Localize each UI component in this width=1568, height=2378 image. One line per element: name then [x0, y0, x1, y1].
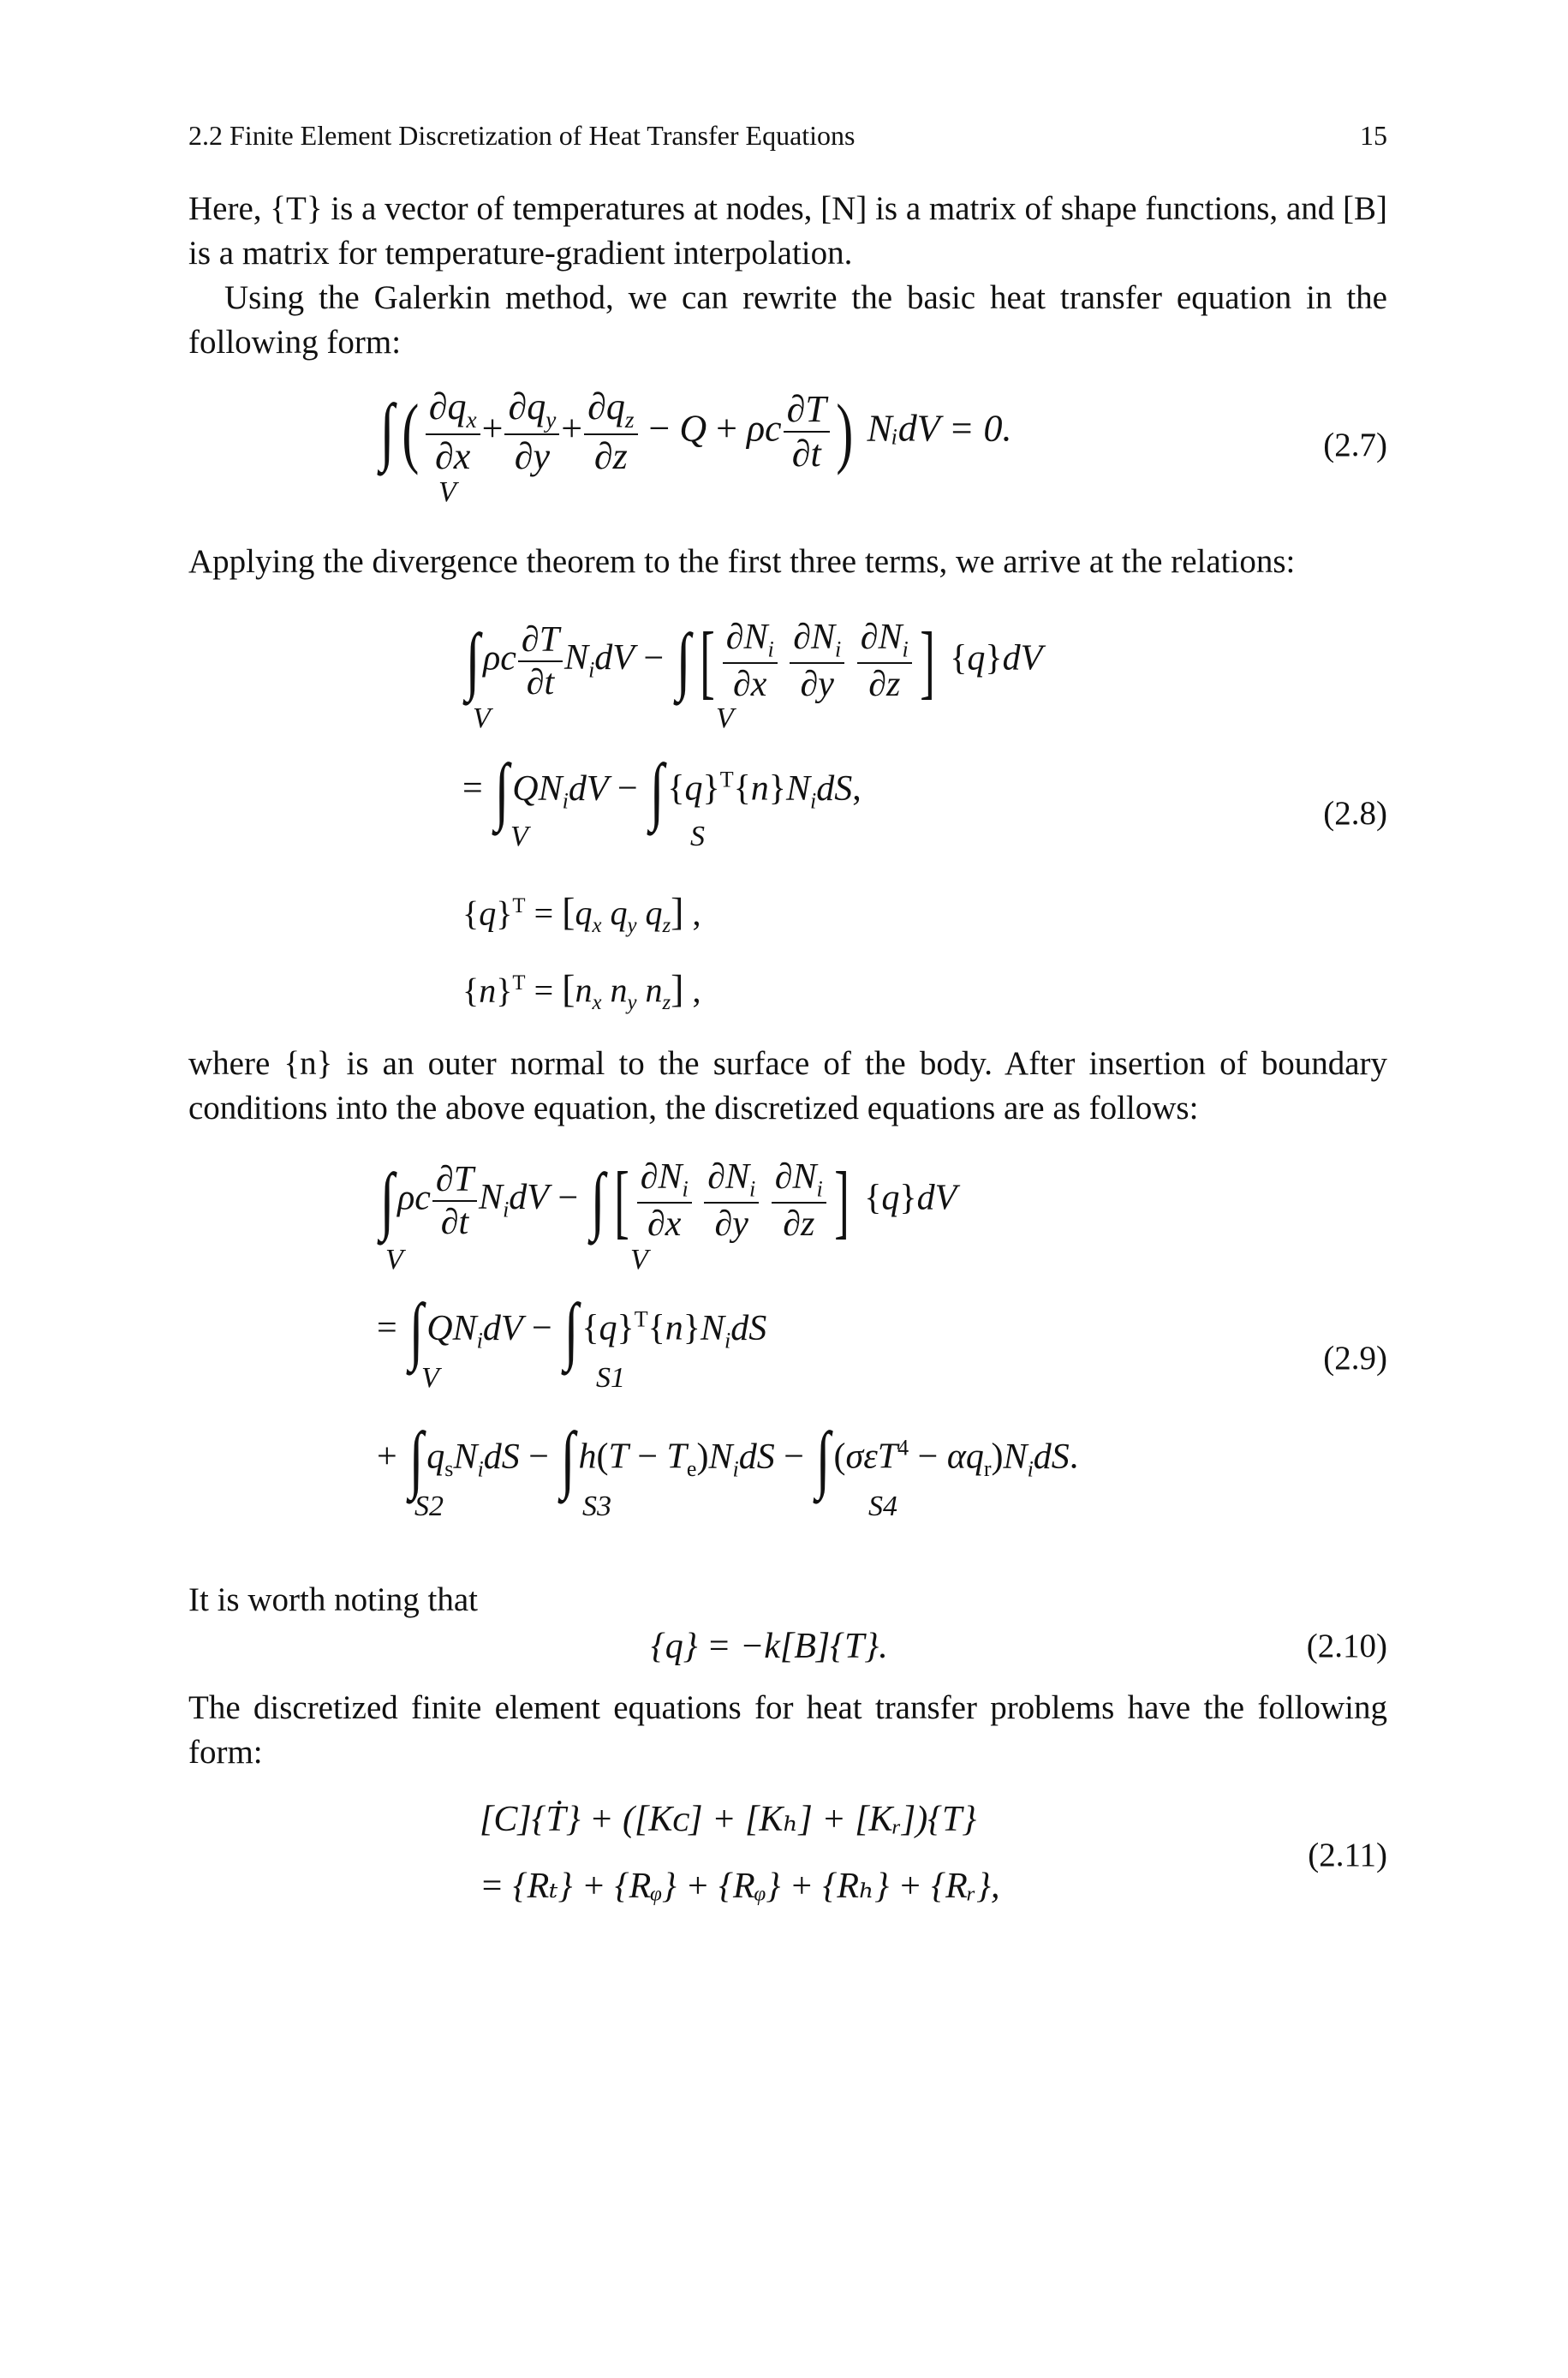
equation-number-2-7: (2.7) — [1323, 427, 1387, 463]
eq-2-8-limit-v3: V — [510, 821, 528, 852]
equation-number-2-8: (2.8) — [1323, 795, 1387, 832]
paragraph-discretized: The discretized finite element equations for heat transfer problems have the following form: — [188, 1689, 1387, 1771]
equation-2-10 — [651, 1622, 1165, 1674]
eq-2-11-line2: = {Rₜ} + {Rᵩ} + {Rᵩ} + {Rₕ} + {Rᵣ}, — [480, 1867, 1000, 1906]
eq-2-9-limit-s2: S2 — [414, 1491, 444, 1522]
page-number: 15 — [1360, 120, 1387, 151]
eq-2-8-limit-v1: V — [473, 702, 491, 734]
running-head-title: 2.2 Finite Element Discretization of Heat Transfer Equations — [188, 120, 856, 151]
eq-2-11-line1: [C]{Ṫ} + ([Kᴄ] + [Kₕ] + [Kᵣ]){T} — [480, 1800, 977, 1839]
equation-number-2-9: (2.9) — [1323, 1340, 1387, 1377]
equation-2-8: ∫ρc $\frac{\partial T}{\partial t}$ $N_idV$ − ∫ [ $\frac{\partial N_i}{\partial x}$ $\frac{\partial N_i}{\partial y}$ $\frac{\partial N_i}{\partial z}$ ] {q}dV V V = $\int QN_idV - \int\{q\}^T\{n\}N_idS$, V S $\{q\}^T = [q_x$ $q_y$ $q_z$] , $\{n\}^T = [n_x$ $n_y$ $n_z$] , — [462, 614, 1043, 1015]
eq-2-8-limit-v2: V — [716, 702, 734, 734]
eq-2-9-limit-v1: V — [385, 1244, 403, 1276]
paragraph-normal: where {n} is an outer normal to the surface of the body. After insertion of boundary conditions into the above equation, the discretized equations are as follows: — [188, 1045, 1387, 1126]
eq-2-7-tail: NᵢdV = 0. — [867, 407, 1012, 450]
eq-2-8-limit-s: S — [690, 821, 705, 852]
equation-number-2-10: (2.10) — [1306, 1628, 1387, 1664]
equation-2-11 — [480, 1795, 1165, 1933]
running-head — [188, 117, 1387, 154]
paragraph-worth-noting: It is worth noting that — [188, 1581, 478, 1618]
eq-2-9-limit-s3: S3 — [582, 1491, 611, 1522]
eq-2-9-limit-s4: S4 — [868, 1491, 897, 1522]
eq-2-9-limit-s1: S1 — [596, 1362, 625, 1394]
equation-2-9: ∫ρc $\frac{\partial T}{\partial t}$ $N_idV$ − ∫ [ $\frac{\partial N_i}{\partial x}$ $\frac{\partial N_i}{\partial y}$ $\frac{\partial N_i}{\partial z}$ ] {q}dV V V = $\int QN_idV - \int\{q\}^T\{n\}N_idS$ V S1 + $\int q_sN_idS - \int h(T - T_e)N_idS - \int(\sigma\varepsilon T^4 - \alpha q_r)N_idS$. S2 S3 S4 — [377, 1154, 1079, 1522]
equation-number-2-11: (2.11) — [1308, 1837, 1387, 1873]
eq-2-9-limit-v3: V — [421, 1362, 439, 1394]
paragraph-intro: Here, {T} is a vector of temperatures at nodes, [N] is a matrix of shape functions, and [B] is a matrix for temperature-gradient interpolation. — [188, 190, 1387, 272]
eq-2-10-text: {q} = −k[B]{T}. — [651, 1627, 888, 1666]
paragraph-galerkin: Using the Galerkin method, we can rewrite the basic heat transfer equation in the following form: — [188, 279, 1387, 361]
eq-2-7-limit-v: V — [438, 476, 456, 508]
equation-2-7: ∫( $\frac{\partial q_x}{\partial x}$ + $\frac{\partial q_y}{\partial y}$ + $\frac{\partial q_z}{\partial z}$ − Q + ρc $\frac{\partial T}{\partial t}$ ) NᵢdV = 0. V — [379, 385, 1012, 508]
paragraph-divergence: Applying the divergence theorem to the first three terms, we arrive at the relations: — [188, 543, 1296, 580]
eq-2-9-limit-v2: V — [630, 1244, 648, 1276]
